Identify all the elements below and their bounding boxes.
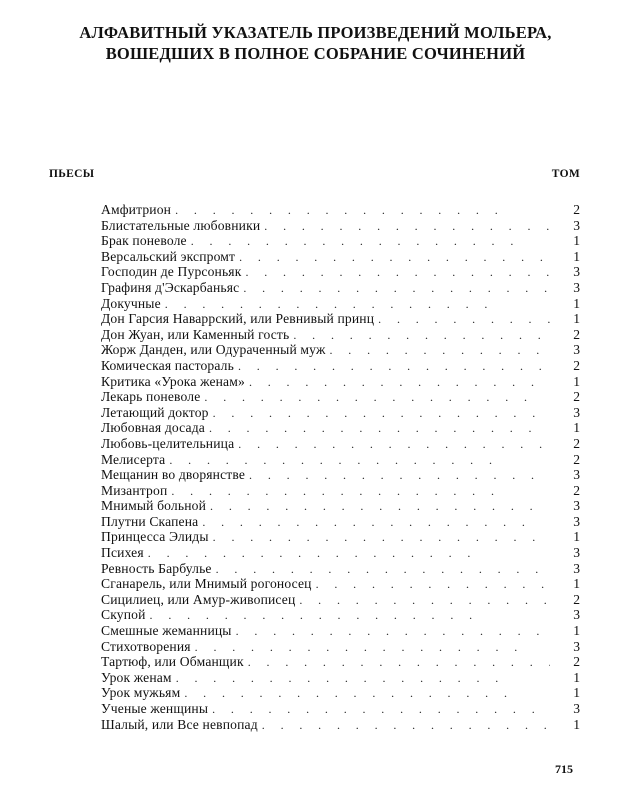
entry-title: Версальский экспромт (101, 248, 236, 264)
list-item (101, 701, 580, 717)
dot-leader (191, 234, 521, 250)
entry-title: Лекарь поневоле (101, 389, 201, 405)
entry-title: Урок мужьям (101, 685, 181, 701)
list-item (101, 264, 580, 280)
list-item (101, 249, 580, 265)
entry-volume: 2 (573, 357, 580, 373)
entry-volume: 3 (573, 638, 580, 654)
entry-title: Сганарель, или Мнимый рогоносец (101, 576, 312, 592)
list-item (101, 389, 580, 405)
dot-leader (195, 640, 525, 656)
entry-title: Графиня д'Эскарбаньяс (101, 279, 240, 295)
entry-volume: 2 (573, 591, 580, 607)
entry-title: Критика «Урока женам» (101, 373, 245, 389)
list-item (101, 607, 580, 623)
entry-volume: 1 (573, 373, 580, 389)
entry-title: Смешные жеманницы (101, 623, 232, 639)
entry-volume: 1 (573, 669, 580, 685)
entry-volume: 1 (573, 233, 580, 249)
list-item (101, 498, 580, 514)
entry-volume: 1 (573, 576, 580, 592)
dot-leader (245, 265, 550, 281)
entry-title: Господин де Пурсоньяк (101, 264, 242, 280)
entry-title: Мнимый больной (101, 498, 207, 514)
page-title-line-1: АЛФАВИТНЫЙ УКАЗАТЕЛЬ ПРОИЗВЕДЕНИЙ МОЛЬЕРА, (79, 23, 552, 42)
dot-leader (216, 562, 546, 578)
dot-leader (202, 515, 532, 531)
list-item (101, 202, 580, 218)
list-item (101, 529, 580, 545)
list-item (101, 436, 580, 452)
entry-volume: 1 (573, 529, 580, 545)
list-item (101, 467, 580, 483)
entry-title: Мизантроп (101, 482, 168, 498)
dot-leader (243, 281, 550, 297)
list-item (101, 670, 580, 686)
entry-title: Брак поневоле (101, 233, 187, 249)
entry-title: Сицилиец, или Амур-живописец (101, 591, 296, 607)
entry-title: Амфитрион (101, 202, 172, 217)
entry-volume: 3 (573, 513, 580, 529)
entry-volume: 3 (573, 467, 580, 483)
entry-volume: 1 (573, 295, 580, 311)
entry-volume: 1 (573, 420, 580, 436)
entry-volume: 3 (573, 607, 580, 623)
list-item (101, 639, 580, 655)
entry-volume: 3 (573, 342, 580, 358)
list-item (101, 280, 580, 296)
list-item (101, 358, 580, 374)
dot-leader (329, 343, 550, 359)
list-item (101, 420, 580, 436)
list-item (101, 233, 580, 249)
entry-volume: 3 (573, 498, 580, 514)
entry-title: Психея (101, 545, 144, 561)
list-item (101, 452, 580, 468)
dot-leader (262, 718, 550, 734)
entry-volume: 1 (573, 248, 580, 264)
entry-volume: 2 (573, 326, 580, 342)
dot-leader (299, 593, 550, 609)
column-header-volume: ТОМ (551, 168, 580, 180)
entry-volume: 1 (573, 623, 580, 639)
entry-volume: 2 (573, 389, 580, 405)
column-header-plays: ПЬЕСЫ (49, 168, 95, 180)
entry-title: Тартюф, или Обманщик (101, 654, 244, 670)
entry-title: Мещанин во дворянстве (101, 467, 246, 483)
entry-volume: 2 (573, 654, 580, 670)
entry-volume: 3 (573, 279, 580, 295)
entry-title: Жорж Данден, или Одураченный муж (101, 342, 326, 358)
dot-leader (165, 297, 495, 313)
dot-leader (213, 406, 543, 422)
page-title (0, 22, 631, 64)
page-number: 715 (555, 762, 573, 776)
dot-leader (264, 219, 550, 235)
entry-title: Ревность Барбулье (101, 560, 212, 576)
entry-title: Мелисерта (101, 451, 166, 467)
dot-leader (204, 390, 534, 406)
list-item (101, 685, 580, 701)
list-item (101, 327, 580, 343)
entry-title: Летающий доктор (101, 404, 209, 420)
list-item (101, 654, 580, 670)
entry-volume: 2 (573, 451, 580, 467)
entry-title: Урок женам (101, 669, 172, 685)
dot-leader (293, 328, 550, 344)
entry-volume: 3 (573, 545, 580, 561)
entry-volume: 2 (573, 482, 580, 498)
dot-leader (184, 686, 514, 702)
entry-title: Дон Гарсия Наваррский, или Ревнивый принц (101, 311, 375, 327)
entry-volume: 2 (573, 202, 580, 217)
entry-title: Шалый, или Все невпопад (101, 716, 258, 732)
list-item (101, 623, 580, 639)
dot-leader (176, 671, 506, 687)
dot-leader (238, 437, 550, 453)
list-item (101, 405, 580, 421)
entry-title: Ученые женщины (101, 701, 209, 716)
dot-leader (210, 499, 540, 515)
list-item (101, 592, 580, 608)
list-item (101, 576, 580, 592)
list-item (101, 296, 580, 312)
dot-leader (378, 312, 550, 328)
list-item (101, 483, 580, 499)
entry-title: Любовная досада (101, 420, 205, 436)
entry-volume: 3 (573, 264, 580, 280)
entry-volume: 3 (573, 701, 580, 716)
entry-title: Стихотворения (101, 638, 191, 654)
list-item (101, 514, 580, 530)
entry-title: Скупой (101, 607, 146, 623)
entry-volume: 1 (573, 685, 580, 701)
entry-volume: 3 (573, 560, 580, 576)
entry-title: Плутни Скапена (101, 513, 199, 529)
list-item (101, 311, 580, 327)
entry-volume: 3 (573, 404, 580, 420)
dot-leader (150, 608, 480, 624)
dot-leader (248, 655, 550, 671)
list-item (101, 218, 580, 234)
dot-leader (249, 375, 550, 391)
dot-leader (249, 468, 550, 484)
entry-volume: 2 (573, 435, 580, 451)
index-list (101, 202, 580, 732)
dot-leader (236, 624, 550, 640)
entry-title: Дон Жуан, или Каменный гость (101, 326, 290, 342)
entry-volume: 1 (573, 716, 580, 732)
list-item (101, 342, 580, 358)
entry-title: Блистательные любовники (101, 217, 261, 233)
dot-leader (213, 530, 543, 546)
dot-leader (238, 359, 550, 375)
page-title-line-2: ВОШЕДШИХ В ПОЛНОЕ СОБРАНИЕ СОЧИНЕНИЙ (105, 44, 526, 63)
dot-leader (169, 453, 499, 469)
dot-leader (148, 546, 478, 562)
dot-leader (239, 250, 550, 266)
list-item (101, 717, 580, 733)
entry-title: Принцесса Элиды (101, 529, 209, 545)
dot-leader (175, 203, 505, 219)
list-item (101, 545, 580, 561)
entry-volume: 3 (573, 217, 580, 233)
entry-title: Любовь-целительница (101, 435, 235, 451)
list-item (101, 374, 580, 390)
entry-title: Докучные (101, 295, 161, 311)
dot-leader (212, 702, 542, 718)
dot-leader (316, 577, 550, 593)
entry-title: Комическая пастораль (101, 357, 234, 373)
entry-volume: 1 (573, 311, 580, 327)
dot-leader (209, 421, 539, 437)
dot-leader (171, 484, 501, 500)
list-item (101, 561, 580, 577)
